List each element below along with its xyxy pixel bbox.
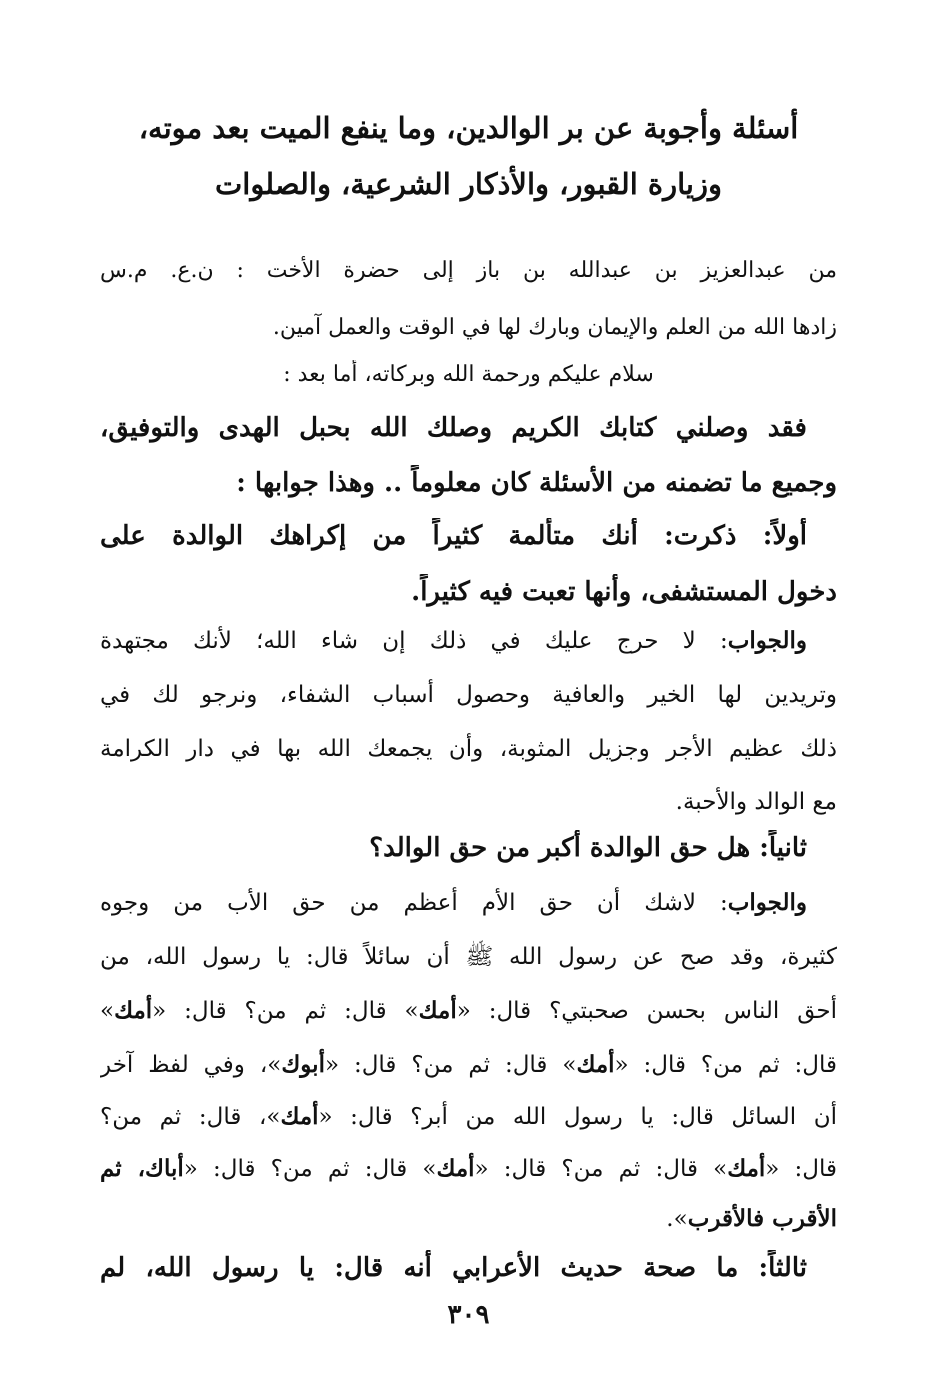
- question-3-line-1: ثالثاً: ما صحة حديث الأعرابي أنه قال: يا رسول الله، لم: [100, 1253, 807, 1283]
- answer-1-lead: والجواب: [727, 627, 807, 654]
- intro-line-2: وجميع ما تضمنه من الأسئلة كان معلوماً .. وهذا جوابها :: [236, 468, 837, 498]
- answer-2-line-5: أن السائل قال: يا رسول الله من أبر؟ قال: «أمك»، قال: ثم من؟: [100, 1103, 837, 1130]
- answer-1-line-3: ذلك عظيم الأجر وجزيل المثوبة، وأن يجمعك الله بها في دار الكرامة: [100, 736, 837, 762]
- page-title: [100, 100, 837, 212]
- letter-greeting: سلام عليكم ورحمة الله وبركاته، أما بعد :: [283, 362, 654, 387]
- title-line-2: وزيارة القبور، والأذكار الشرعية، والصلوات: [214, 167, 723, 201]
- letter-line-2: زادها الله من العلم والإيمان وبارك لها في الوقت والعمل آمين.: [272, 315, 837, 340]
- answer-2-line-6: قال: «أمك» قال: ثم من؟ قال: «أمك» قال: ثم من؟ قال: «أباك، ثم: [100, 1155, 837, 1182]
- answer-2-line-1: والجواب: لاشك أن حق الأم أعظم من حق الأب من وجوه: [100, 889, 807, 916]
- letter-line-1: من عبدالعزيز بن عبدالله بن باز إلى حضرة الأخت : ن.ع. م.س: [100, 258, 837, 283]
- answer-1-line-2: وتريدين لها الخير والعافية وحصول أسباب الشفاء، ونرجو لك في: [100, 682, 837, 708]
- answer-2-line-3: أحق الناس بحسن صحبتي؟ قال: «أمك» قال: ثم من؟ قال: «أمك»: [100, 997, 837, 1024]
- answer-1-line-4: مع الوالد والأحبة.: [675, 789, 837, 815]
- question-2-line-1: ثانياً: هل حق الوالدة أكبر من حق الوالد؟: [369, 833, 807, 863]
- answer-2-line-4: قال: ثم من؟ قال: «أمك» قال: ثم من؟ قال: «أبوك»، وفي لفظ آخر: [100, 1051, 837, 1078]
- question-1-line-1: أولاً: ذكرت: أنك متألمة كثيراً من إكراهك الوالدة على: [100, 521, 807, 551]
- document-page: [100, 0, 837, 1383]
- question-1-line-2: دخول المستشفى، وأنها تعبت فيه كثيراً.: [411, 577, 837, 607]
- answer-2-line-7: الأقرب فالأقرب».: [666, 1205, 837, 1232]
- answer-1-line-1: والجواب: لا حرج عليك في ذلك إن شاء الله؛ لأنك مجتهدة: [100, 627, 807, 654]
- title-line-1: أسئلة وأجوبة عن بر الوالدين، وما ينفع الميت بعد موته،: [138, 111, 799, 145]
- answer-2-line-2: كثيرة، وقد صح عن رسول الله ﷺ أن سائلاً قال: يا رسول الله، من: [100, 944, 837, 970]
- intro-line-1: فقد وصلني كتابك الكريم وصلك الله بحبل الهدى والتوفيق،: [100, 413, 807, 443]
- answer-2-lead: والجواب: [727, 889, 807, 916]
- page-number: ٣٠٩: [447, 1300, 490, 1330]
